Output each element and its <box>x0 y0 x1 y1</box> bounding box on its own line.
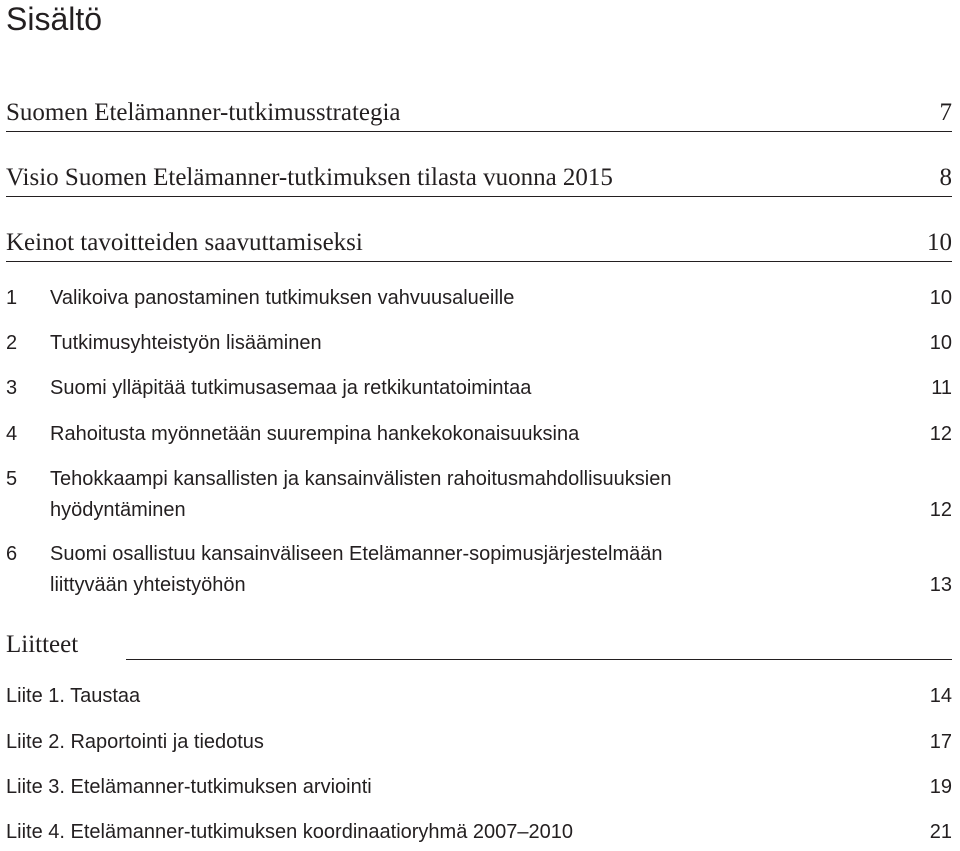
toc-item-number: 4 <box>6 423 18 445</box>
appendix-item-4[interactable] <box>6 818 952 846</box>
toc-item-label-continued: liittyvään yhteistyöhön <box>50 574 246 596</box>
appendix-page: 14 <box>929 685 952 707</box>
appendix-heading: Liitteet <box>6 631 79 658</box>
toc-item-1[interactable] <box>6 284 952 312</box>
toc-item-5[interactable] <box>6 465 952 524</box>
toc-heading-page: 8 <box>939 164 952 191</box>
appendix-heading-rule <box>126 659 952 660</box>
appendix-label: Liite 3. Etelämanner-tutkimuksen arviointi <box>6 776 372 798</box>
appendix-page: 17 <box>929 731 952 753</box>
toc-item-page: 12 <box>929 423 952 445</box>
toc-item-label: Valikoiva panostaminen tutkimuksen vahvuusalueille <box>50 287 515 309</box>
appendix-label: Liite 4. Etelämanner-tutkimuksen koordinaatioryhmä 2007–2010 <box>6 821 574 843</box>
toc-item-page: 13 <box>929 574 952 596</box>
appendix-item-2[interactable] <box>6 728 952 756</box>
toc-item-page: 12 <box>929 499 952 521</box>
toc-item-number: 1 <box>6 287 18 309</box>
toc-item-number: 6 <box>6 543 18 565</box>
toc-item-4[interactable] <box>6 420 952 448</box>
toc-heading-label: Visio Suomen Etelämanner-tutkimuksen tilasta vuonna 2015 <box>6 164 613 191</box>
appendix-page: 19 <box>929 776 952 798</box>
appendix-item-1[interactable] <box>6 682 952 710</box>
toc-heading-page: 10 <box>927 229 952 256</box>
appendix-page: 21 <box>929 821 952 843</box>
toc-heading-page: 7 <box>939 99 952 126</box>
toc-item-page: 11 <box>931 377 952 399</box>
toc-item-label: Rahoitusta myönnetään suurempina hankekokonaisuuksina <box>50 423 580 445</box>
toc-heading-label: Keinot tavoitteiden saavuttamiseksi <box>6 229 363 256</box>
toc-heading-label: Suomen Etelämanner-tutkimusstrategia <box>6 99 401 126</box>
toc-item-page: 10 <box>929 287 952 309</box>
appendix-item-3[interactable] <box>6 773 952 801</box>
toc-item-number: 2 <box>6 332 18 354</box>
toc-item-label: Tehokkaampi kansallisten ja kansainvälisten rahoitusmahdollisuuksien <box>50 468 672 490</box>
toc-item-number: 3 <box>6 377 18 399</box>
toc-item-6[interactable] <box>6 540 952 599</box>
toc-item-3[interactable] <box>6 374 952 402</box>
page-title: Sisältö <box>6 1 103 37</box>
toc-heading-strategy[interactable] <box>6 98 952 132</box>
toc-item-label: Suomi osallistuu kansainväliseen Etelämanner-sopimusjärjestelmään <box>50 543 663 565</box>
toc-heading-means[interactable] <box>6 228 952 262</box>
toc-item-label: Tutkimusyhteistyön lisääminen <box>50 332 322 354</box>
toc-heading-vision[interactable] <box>6 163 952 197</box>
toc-item-label-continued: hyödyntäminen <box>50 499 186 521</box>
toc-item-2[interactable] <box>6 329 952 357</box>
toc-item-number: 5 <box>6 468 18 490</box>
toc-item-page: 10 <box>929 332 952 354</box>
appendix-label: Liite 1. Taustaa <box>6 685 141 707</box>
appendix-label: Liite 2. Raportointi ja tiedotus <box>6 731 264 753</box>
toc-item-label: Suomi ylläpitää tutkimusasemaa ja retkikuntatoimintaa <box>50 377 532 399</box>
